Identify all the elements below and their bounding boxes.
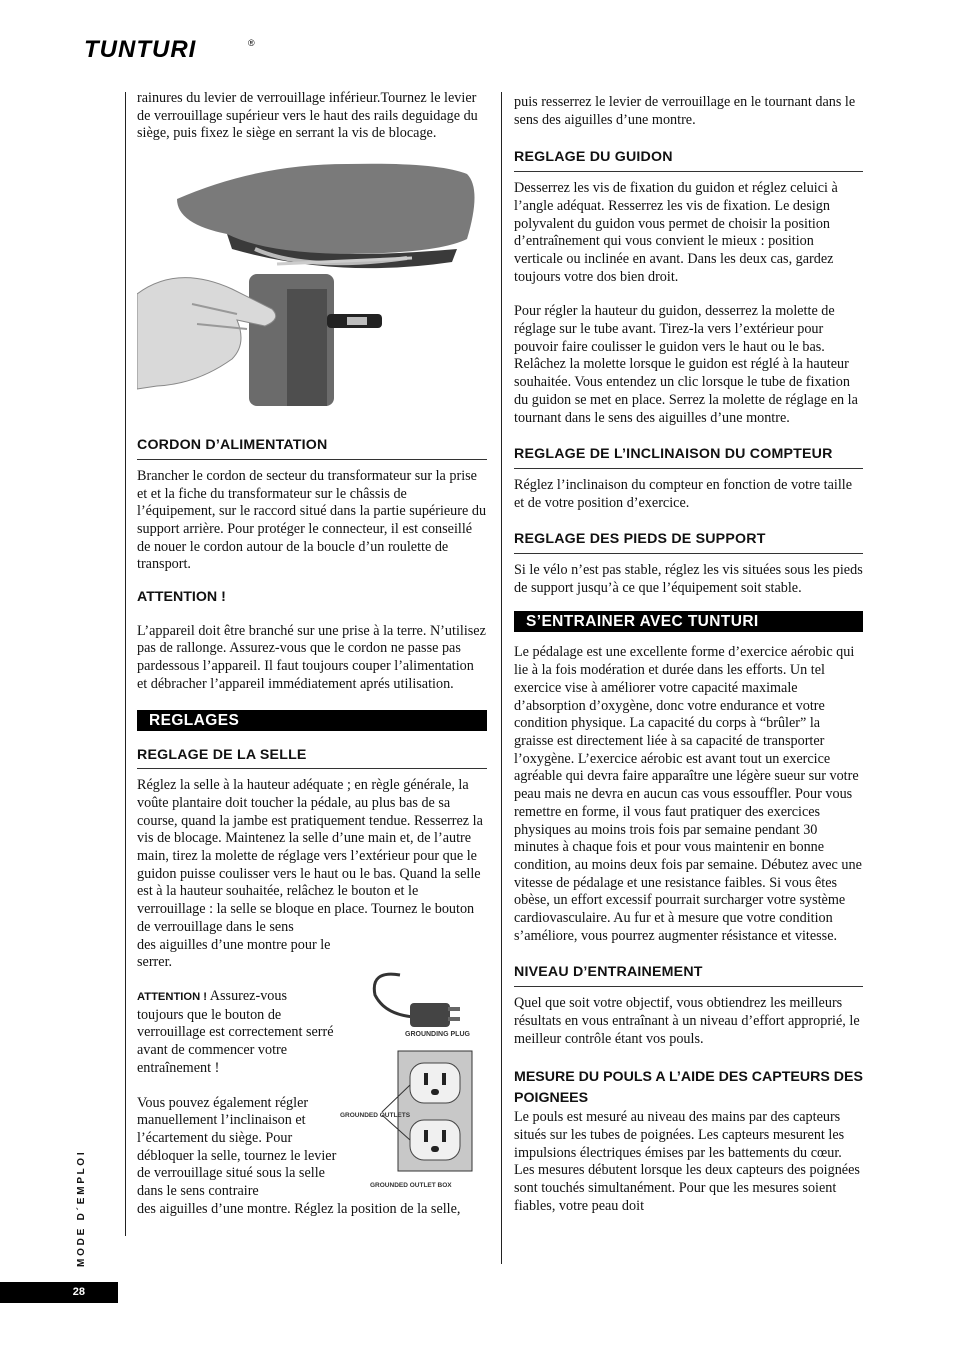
cordon-heading: CORDON D’ALIMENTATION [137,437,487,460]
niveau-heading: NIVEAU D’ENTRAINEMENT [514,964,863,987]
sidebar-mode-emploi-label [70,1125,90,1275]
attention-heading-1: ATTENTION ! [137,589,226,606]
attention-text-2: Assurez-vous toujours que le bouton de verrouillage est correctement serré avant de commencer votre entraînement ! [137,987,334,1076]
manual-adjust-text: Vous pouvez également régler manuellement l’inclinaison et l’écartement du siège. Pour débloquer la selle, tournez le levier de verrouillage situé sous la selle dans le sens contraire [137,1094,337,1200]
logo-text: TUNTURI [84,36,197,62]
pieds-text: Si le vélo n’est pas stable, réglez les vis situées sous les pieds de support jusqu’à ce que l’équipement soit stable. [514,562,863,596]
pouls-text: Le pouls est mesuré au niveau des mains par des capteurs situés sur les tubes de poignées. Les capteurs mesurent les impulsions électriques émises par les battements du cœur. Les mesures débutent lorsque les deux capteurs des poignées sont touchés simultanément. Pour que les mesures soient fiables, votre peau doit [514,1109,860,1214]
compteur-heading: REGLAGE DE L’INCLINAISON DU COMPTEUR [514,446,863,469]
page-number: 28 [0,1282,118,1303]
tunturi-logo [84,36,264,62]
selle-heading: REGLAGE DE LA SELLE [137,747,487,770]
seat-adjustment-photo [137,154,487,406]
grounded-outlets-label: GROUNDED OUTLETS [340,1112,411,1119]
attention-text-1: L’appareil doit être branché sur une prise à la terre. N’utilisez pas de rallonge. Assurez-vous que le cordon ne passe pas pardessous l’appareil. Il faut toujours couper l’alimentation et débracher l’appareil immédiatement aprés utilisation. [137,622,486,692]
right-column [514,94,863,1215]
column-divider-rule [501,92,502,1264]
pieds-heading: REGLAGE DES PIEDS DE SUPPORT [514,531,863,554]
entrainer-heading: S’ENTRAINER AVEC TUNTURI [514,611,863,632]
attention-paragraph-2 [137,988,337,1078]
entrainer-text: Le pédalage est une excellente forme d’exercice aérobic qui lie à la fois modération et durée dans les efforts. Un tel exercice vise à améliorer votre capacité maximale d’absorption d’oxygène, donc votre endurance et votre condition physique. La capacité du corps à “brûler” la graisse est directement liée à sa capacité de transporter l’oxygène. L’exercice aérobic est avant tout un exercice agréable qui devra faire apparaître une légère sueur sur votre peau mais ne devra en aucun cas vous essouffler. Pour vous remettre en forme, il vous faut pratiquer des exercices physiques au moins trois fois par semaine pendant 30 minutes à chaque fois et pour vous maintenir en bonne condition, au moins deux fois par semaine. Débutez avec une vitesse de pédalage et une resistance faibles. Si vous êtes obèse, un effort excessif pourrait surcharger votre système cardiovasculaire. Au fur et à mesure que votre condition s’améliore, vous pourrez augmenter résistance et vitesse. [514,644,862,944]
guidon-text-2: Pour régler la hauteur du guidon, desserrez la molette de réglage sur le tube avant. Tirez-la vers l’extérieur pour pouvoir faire coulisser le guidon vers le haut ou le bas. Relâchez la molette lorsque le guidon est réglé à la hauteur souhaitée. Vous entendez un clic lorsque le tube de fixation du guidon se met en place. Serrez la molette de réglage en la tournant dans le sens des aiguilles d’une montre. [514,303,858,426]
attention-heading-2: ATTENTION ! [137,990,208,1003]
registered-mark: ® [248,38,255,48]
guidon-heading: REGLAGE DU GUIDON [514,149,863,172]
pouls-heading: MESURE DU POULS A L’AIDE DES CAPTEURS DES POIGNEES [514,1069,863,1107]
grounding-outlet-figure [340,965,480,1200]
sidebar-label-text: M O D E D ´ E M P L O I [76,1152,87,1267]
niveau-text: Quel que soit votre objectif, vous obtiendrez les meilleurs résultats en vous entraînant à un niveau d’effort approprié, le meilleur contrôle étant vos pouls. [514,995,860,1047]
right-intro-text: puis resserrez le levier de verrouillage en le tournant dans le sens des aiguilles d’une montre. [514,94,856,128]
grounding-plug-label: GROUNDING PLUG [405,1031,470,1038]
manual-adjust-text-end: des aiguilles d’une montre. Réglez la position de la selle, [137,1200,461,1217]
selle-text: Réglez la selle à la hauteur adéquate ; en règle générale, la voûte plantaire doit toucher la pédale, au plus bas de sa course, quand la jambe est pratiquement tendue. Resserrez la vis de blocage. Maintenez la selle d’une main et, de l’autre main, tirez la molette de réglage vers l’extérieur pour que le guidon puisse coulisser vers le haut ou le bas. Quand la selle est à la hauteur souhaitée, relâchez le bouton et le verrouillage : la selle se bloque en place. Tournez le bouton de verrouillage dans le sens [137,777,483,935]
left-margin-rule [125,92,126,1236]
grounded-outlet-box-label: GROUNDED OUTLET BOX [370,1182,452,1189]
left-intro-text: rainures du levier de verrouillage inférieur.Tournez le levier de verrouillage supérieur vers le haut des rails deguidage du siège, puis fixez le siège en serrant la vis de blocage. [137,90,478,142]
compteur-text: Réglez l’inclinaison du compteur en fonction de votre taille et de votre position d’exercice. [514,476,853,511]
reglages-heading: REGLAGES [137,710,487,731]
guidon-text-1: Desserrez les vis de fixation du guidon et réglez celuici à l’angle adéquat. Resserrez les vis de fixation. Le design polyvalent du guidon vous permet de choisir la position d’entraînement qui vous convient le mieux : position verticale ou inclinée en avant. Dans les deux cas, gardez toujours votre dos bien droit. [514,180,838,285]
selle-text-continued: des aiguilles d’une montre pour le serrer. [137,936,331,971]
cordon-text: Brancher le cordon de secteur du transformateur sur la prise et et la fiche du transformateur sur le châssis de l’équipement, sur le raccord situé dans la partie supérieure du support arrière. Pour protéger le connecteur, il est conseillé de nouer le cordon autour de la boucle d’un roulette de transport. [137,467,487,573]
